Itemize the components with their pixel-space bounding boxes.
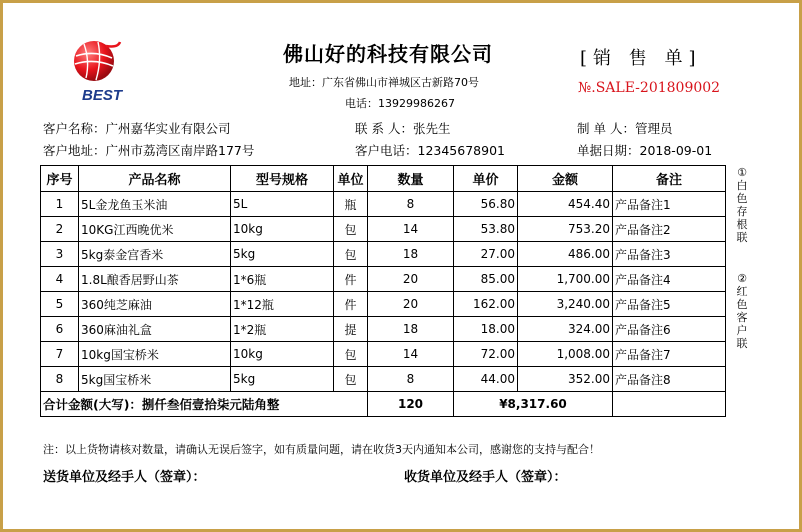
cell-qty: 18 (368, 317, 454, 342)
cell-amount: 324.00 (518, 317, 613, 342)
col-header-remark: 备注 (613, 166, 726, 192)
cell-no: 1 (41, 192, 79, 217)
cell-unit: 瓶 (334, 192, 368, 217)
cell-unit: 包 (334, 342, 368, 367)
cell-unit: 包 (334, 217, 368, 242)
document-title: [销 售 单] (580, 48, 702, 69)
document-date: 单据日期：2018-09-01 (577, 143, 713, 158)
cell-remark: 产品备注1 (613, 192, 726, 217)
cell-unit: 件 (334, 267, 368, 292)
cell-amount: 454.40 (518, 192, 613, 217)
table-row (41, 367, 726, 392)
side-note-red: ②红色客户联 (736, 272, 748, 350)
cell-spec: 10kg (231, 342, 334, 367)
cell-name: 360麻油礼盒 (79, 317, 231, 342)
cell-no: 7 (41, 342, 79, 367)
customer-phone: 客户电话：12345678901 (355, 143, 505, 158)
customer-address: 客户地址：广州市荔湾区南岸路177号 (43, 143, 255, 158)
cell-price: 18.00 (454, 317, 518, 342)
cell-price: 85.00 (454, 267, 518, 292)
cell-no: 8 (41, 367, 79, 392)
cell-no: 2 (41, 217, 79, 242)
col-header-no: 序号 (41, 166, 79, 192)
cell-name: 1.8L酿香居野山茶 (79, 267, 231, 292)
cell-remark: 产品备注3 (613, 242, 726, 267)
cell-qty: 20 (368, 267, 454, 292)
table-row (41, 267, 726, 292)
cell-amount: 1,008.00 (518, 342, 613, 367)
cell-amount: 352.00 (518, 367, 613, 392)
col-header-unit: 单位 (334, 166, 368, 192)
cell-qty: 20 (368, 292, 454, 317)
cell-unit: 包 (334, 242, 368, 267)
cell-qty: 8 (368, 192, 454, 217)
cell-remark: 产品备注4 (613, 267, 726, 292)
cell-no: 5 (41, 292, 79, 317)
cell-name: 360纯芝麻油 (79, 292, 231, 317)
serial-number: №.SALE-201809002 (578, 80, 721, 96)
cell-price: 162.00 (454, 292, 518, 317)
footnote: 注：以上货物请核对数量，请确认无误后签字，如有质量问题，请在收货3天内通知本公司，感谢您的支持与配合！ (43, 443, 600, 456)
cell-amount: 753.20 (518, 217, 613, 242)
table-row (41, 217, 726, 242)
total-amount: ¥8,317.60 (454, 392, 613, 417)
cell-spec: 1*12瓶 (231, 292, 334, 317)
total-remark (613, 392, 726, 417)
cell-qty: 14 (368, 342, 454, 367)
contact-person: 联 系 人：张先生 (355, 121, 451, 136)
items-table (40, 165, 726, 417)
receiver-signature-label: 收货单位及经手人（签章）： (404, 470, 567, 485)
total-qty: 120 (368, 392, 454, 417)
cell-remark: 产品备注2 (613, 217, 726, 242)
cell-price: 53.80 (454, 217, 518, 242)
table-row (41, 342, 726, 367)
table-row (41, 242, 726, 267)
cell-name: 5L金龙鱼玉米油 (79, 192, 231, 217)
table-row (41, 292, 726, 317)
customer-name: 客户名称：广州嘉华实业有限公司 (43, 121, 231, 136)
side-note-white: ①白色存根联 (736, 166, 748, 244)
cell-spec: 1*6瓶 (231, 267, 334, 292)
cell-remark: 产品备注5 (613, 292, 726, 317)
cell-unit: 提 (334, 317, 368, 342)
total-row (41, 392, 726, 417)
cell-unit: 件 (334, 292, 368, 317)
col-header-price: 单价 (454, 166, 518, 192)
cell-qty: 8 (368, 367, 454, 392)
col-header-amount: 金额 (518, 166, 613, 192)
cell-name: 10KG江西晚优米 (79, 217, 231, 242)
cell-name: 10kg国宝桥米 (79, 342, 231, 367)
col-header-name: 产品名称 (79, 166, 231, 192)
cell-name: 5kg国宝桥米 (79, 367, 231, 392)
cell-spec: 5kg (231, 242, 334, 267)
logo-text: BEST (81, 87, 123, 104)
cell-qty: 18 (368, 242, 454, 267)
cell-spec: 1*2瓶 (231, 317, 334, 342)
cell-unit: 包 (334, 367, 368, 392)
cell-spec: 5L (231, 192, 334, 217)
cell-spec: 10kg (231, 217, 334, 242)
company-phone: 电话：13929986267 (345, 97, 455, 110)
cell-amount: 486.00 (518, 242, 613, 267)
sender-signature-label: 送货单位及经手人（签章）： (43, 470, 206, 485)
cell-price: 44.00 (454, 367, 518, 392)
cell-no: 3 (41, 242, 79, 267)
table-row (41, 317, 726, 342)
col-header-spec: 型号规格 (231, 166, 334, 192)
col-header-qty: 数量 (368, 166, 454, 192)
cell-price: 72.00 (454, 342, 518, 367)
company-address: 地址：广东省佛山市禅城区古新路70号 (289, 76, 479, 89)
cell-price: 56.80 (454, 192, 518, 217)
cell-no: 6 (41, 317, 79, 342)
cell-no: 4 (41, 267, 79, 292)
cell-remark: 产品备注6 (613, 317, 726, 342)
document-creator: 制 单 人：管理员 (577, 121, 673, 136)
cell-spec: 5kg (231, 367, 334, 392)
cell-qty: 14 (368, 217, 454, 242)
table-row (41, 192, 726, 217)
cell-price: 27.00 (454, 242, 518, 267)
cell-amount: 1,700.00 (518, 267, 613, 292)
cell-remark: 产品备注8 (613, 367, 726, 392)
total-label: 合计金额(大写)：捌仟叁佰壹拾柒元陆角整 (41, 392, 368, 417)
cell-amount: 3,240.00 (518, 292, 613, 317)
company-name: 佛山好的科技有限公司 (283, 42, 493, 66)
cell-name: 5kg泰金宫香米 (79, 242, 231, 267)
table-header-row (41, 166, 726, 192)
cell-remark: 产品备注7 (613, 342, 726, 367)
best-logo-icon (62, 38, 142, 104)
